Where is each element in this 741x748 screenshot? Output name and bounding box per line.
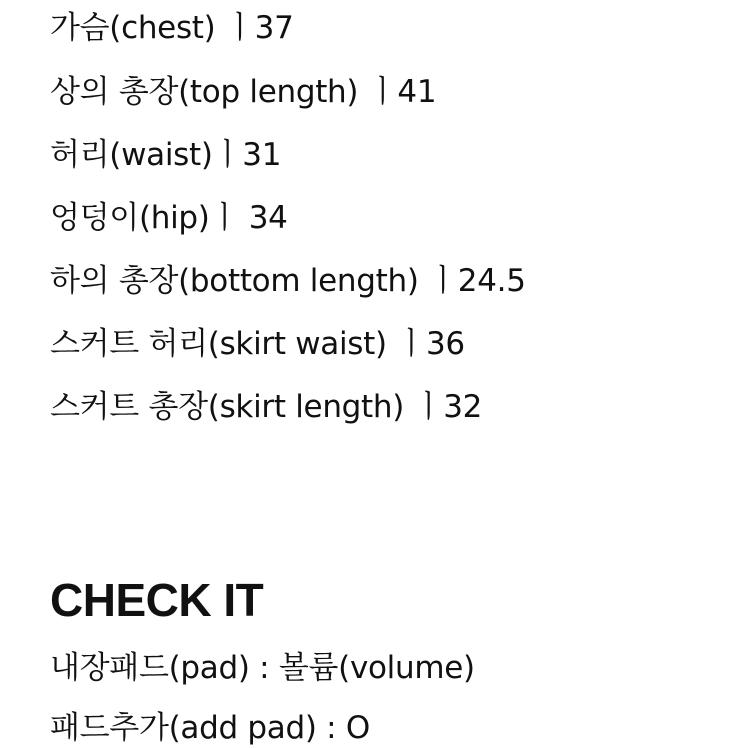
measurement-waist: 허리(waist)ㅣ31 [50, 137, 282, 173]
measurement-skirt-waist: 스커트 허리(skirt waist) ㅣ36 [50, 326, 465, 362]
measurement-chest: 가슴(chest) ㅣ37 [50, 10, 294, 46]
check-item-add-pad: 패드추가(add pad) : O [50, 710, 370, 746]
measurement-skirt-length: 스커트 총장(skirt length) ㅣ32 [50, 389, 483, 425]
check-it-heading: CHECK IT [50, 574, 264, 626]
measurement-top-length: 상의 총장(top length) ㅣ41 [50, 74, 437, 110]
measurement-bottom-length: 하의 총장(bottom length) ㅣ24.5 [50, 263, 526, 299]
measurement-hip: 엉덩이(hip)ㅣ 34 [50, 200, 288, 236]
check-item-pad: 내장패드(pad) : 볼륨(volume) [50, 650, 475, 686]
